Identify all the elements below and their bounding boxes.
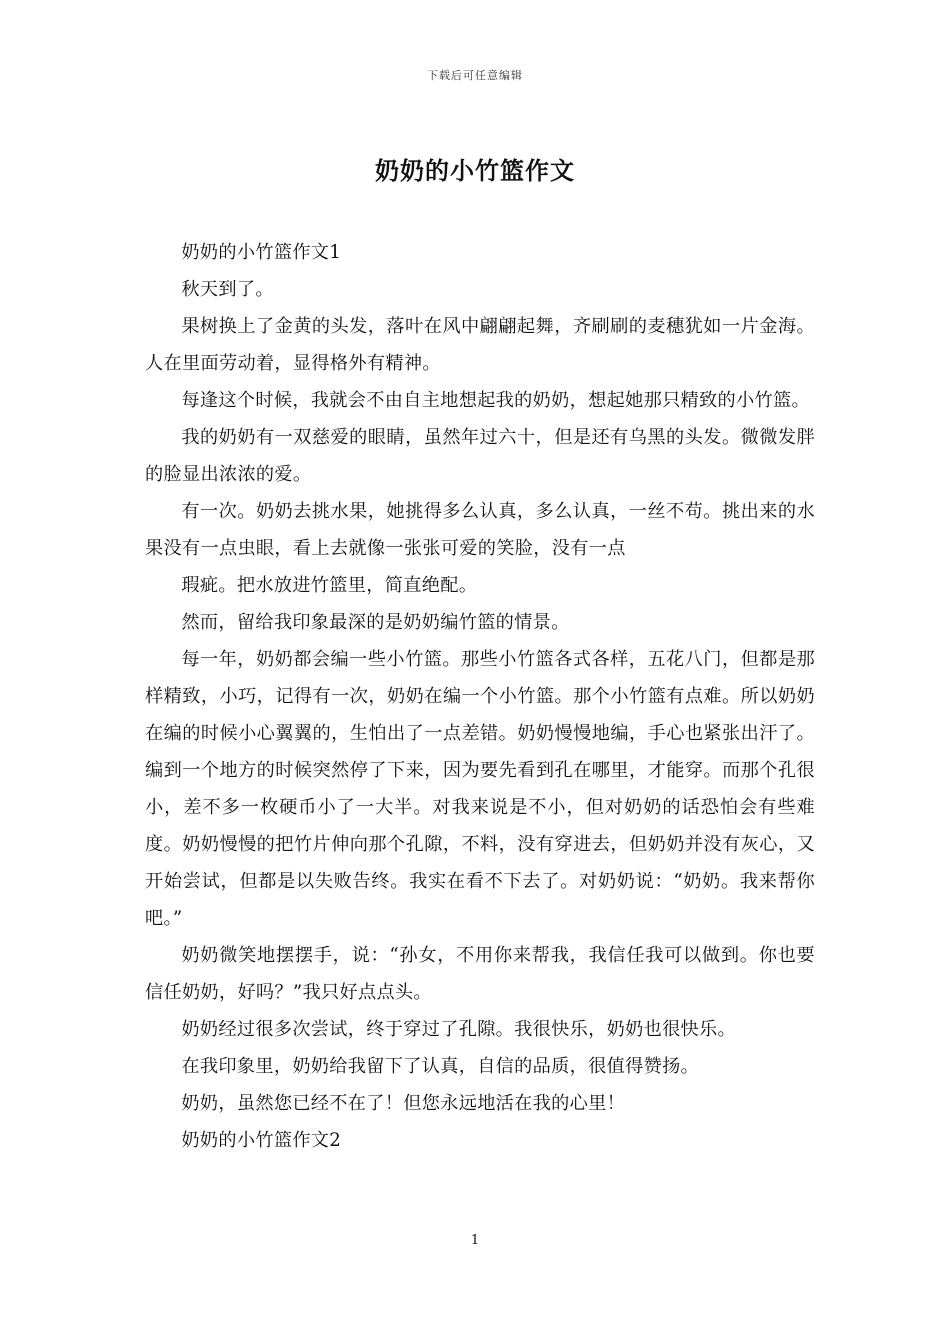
paragraph: 我的奶奶有一双慈爱的眼睛，虽然年过六十，但是还有乌黑的头发。微微发胖的脸显出浓浓的爱。 (145, 427, 815, 485)
paragraph: 每逢这个时候，我就会不由自主地想起我的奶奶，想起她那只精致的小竹篮。 (181, 390, 810, 411)
paragraph: 奶奶微笑地摆摆手，说：“孙女，不用你来帮我，我信任我可以做到。你也要信任奶奶，好吗？”我只好点点头。 (145, 945, 815, 1003)
page-number: 1 (470, 1233, 480, 1248)
paragraph: 每一年，奶奶都会编一些小竹篮。那些小竹篮各式各样，五花八门，但都是那样精致，小巧，记得有一次，奶奶在编一个小竹篮。那个小竹篮有点难。所以奶奶在编的时候小心翼翼的，生怕出了一点差错。奶奶慢慢地编，手心也紧张出汗了。编到一个地方的时候突然停了下来，因为要先看到孔在哪里，才能穿。而那个孔很小，差不多一枚硬币小了一大半。对我来说是不小，但对奶奶的话恐怕会有些难度。奶奶慢慢的把竹片伸向那个孔隙，不料，没有穿进去，但奶奶并没有灰心，又开始尝试，但都是以失败告终。我实在看不下去了。对奶奶说：“奶奶。我来帮你吧。” (145, 649, 815, 929)
paragraph: 有一次。奶奶去挑水果，她挑得多么认真，多么认真，一丝不苟。挑出来的水果没有一点虫眼，看上去就像一张张可爱的笑脸，没有一点 (145, 501, 815, 559)
paragraph: 秋天到了。 (181, 279, 274, 300)
paragraph: 奶奶的小竹篮作文1 (181, 242, 342, 263)
paragraph: 奶奶，虽然您已经不在了！但您永远地活在我的心里！ (181, 1093, 626, 1114)
document-title: 奶奶的小竹篮作文 (375, 156, 575, 185)
paragraph: 果树换上了金黄的头发，落叶在风中翩翩起舞，齐刷刷的麦穗犹如一片金海。人在里面劳动着，显得格外有精神。 (145, 316, 815, 374)
paragraph: 在我印象里，奶奶给我留下了认真，自信的品质，很值得赞扬。 (181, 1056, 700, 1077)
document-body (145, 234, 815, 1159)
paragraph: 瑕疵。把水放进竹篮里，简直绝配。 (181, 575, 478, 596)
paragraph: 奶奶的小竹篮作文2 (181, 1130, 342, 1151)
paragraph: 奶奶经过很多次尝试，终于穿过了孔隙。我很快乐，奶奶也很快乐。 (181, 1019, 737, 1040)
header-note: 下载后可任意编辑 (427, 69, 523, 82)
paragraph: 然而，留给我印象最深的是奶奶编竹篮的情景。 (181, 612, 570, 633)
